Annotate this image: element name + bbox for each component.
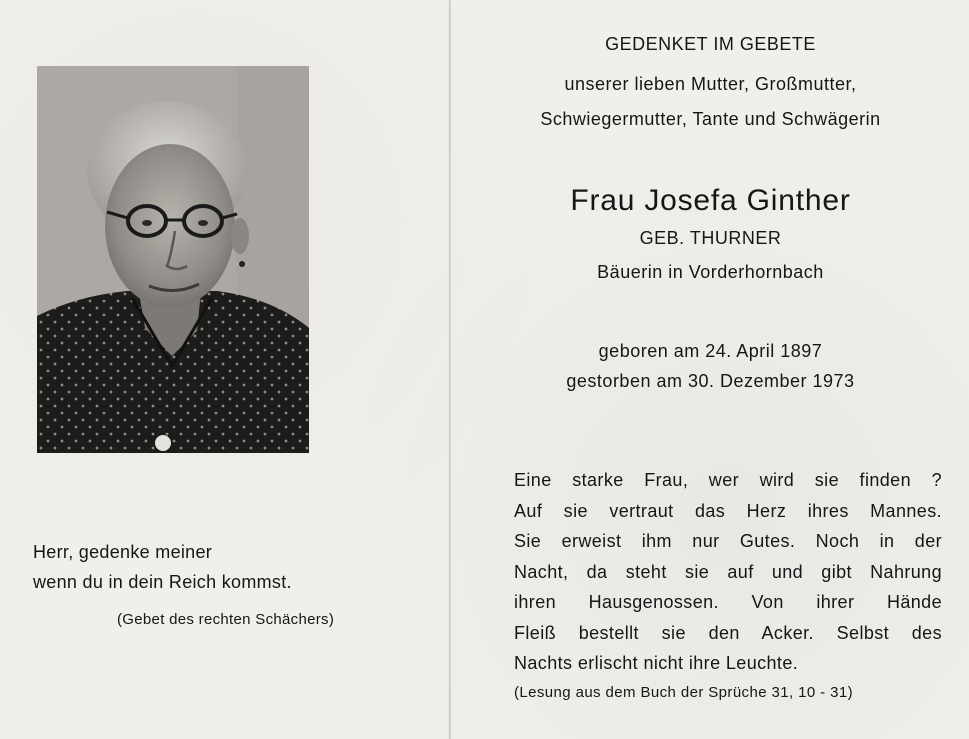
verse-source: (Lesung aus dem Buch der Sprüche 31, 10 - 31) [514, 684, 854, 701]
occupation: Bäuerin in Vorderhornbach [597, 262, 824, 282]
heading-relation-2: Schwiegermutter, Tante und Schwägerin [540, 109, 881, 129]
verse-line: Auf sie vertraut das Herz ihres Mannes. [514, 500, 942, 521]
prayer-source: (Gebet des rechten Schächers) [117, 611, 335, 628]
scripture-verse [514, 465, 942, 679]
verse-line: Fleiß bestellt sie den Acker. Selbst des [514, 622, 942, 643]
portrait-photo [37, 66, 309, 453]
maiden-name: GEB. THURNER [639, 228, 782, 248]
fold-line [449, 0, 451, 739]
prayer-text [33, 537, 433, 597]
verse-line: Sie erweist ihm nur Gutes. Noch in der [514, 531, 942, 551]
prayer-line: wenn du in dein Reich kommst. [33, 572, 292, 592]
verse-line: Nachts erlischt nicht ihre Leuchte. [514, 653, 799, 673]
right-panel [452, 0, 969, 739]
prayer-line: Herr, gedenke meiner [33, 542, 213, 562]
verse-line: Nacht, da steht sie auf und gibt Nahrung [514, 561, 942, 582]
verse-line: ihren Hausgenossen. Von ihrer Hände [514, 592, 942, 612]
deceased-name: Frau Josefa Ginther [570, 184, 851, 217]
death-date: gestorben am 30. Dezember 1973 [566, 371, 855, 391]
heading-relation-1: unserer lieben Mutter, Großmutter, [564, 74, 857, 94]
verse-line: Eine starke Frau, wer wird sie finden ? [514, 470, 942, 490]
heading-remember: GEDENKET IM GEBETE [605, 34, 816, 54]
birth-date: geboren am 24. April 1897 [598, 341, 823, 361]
